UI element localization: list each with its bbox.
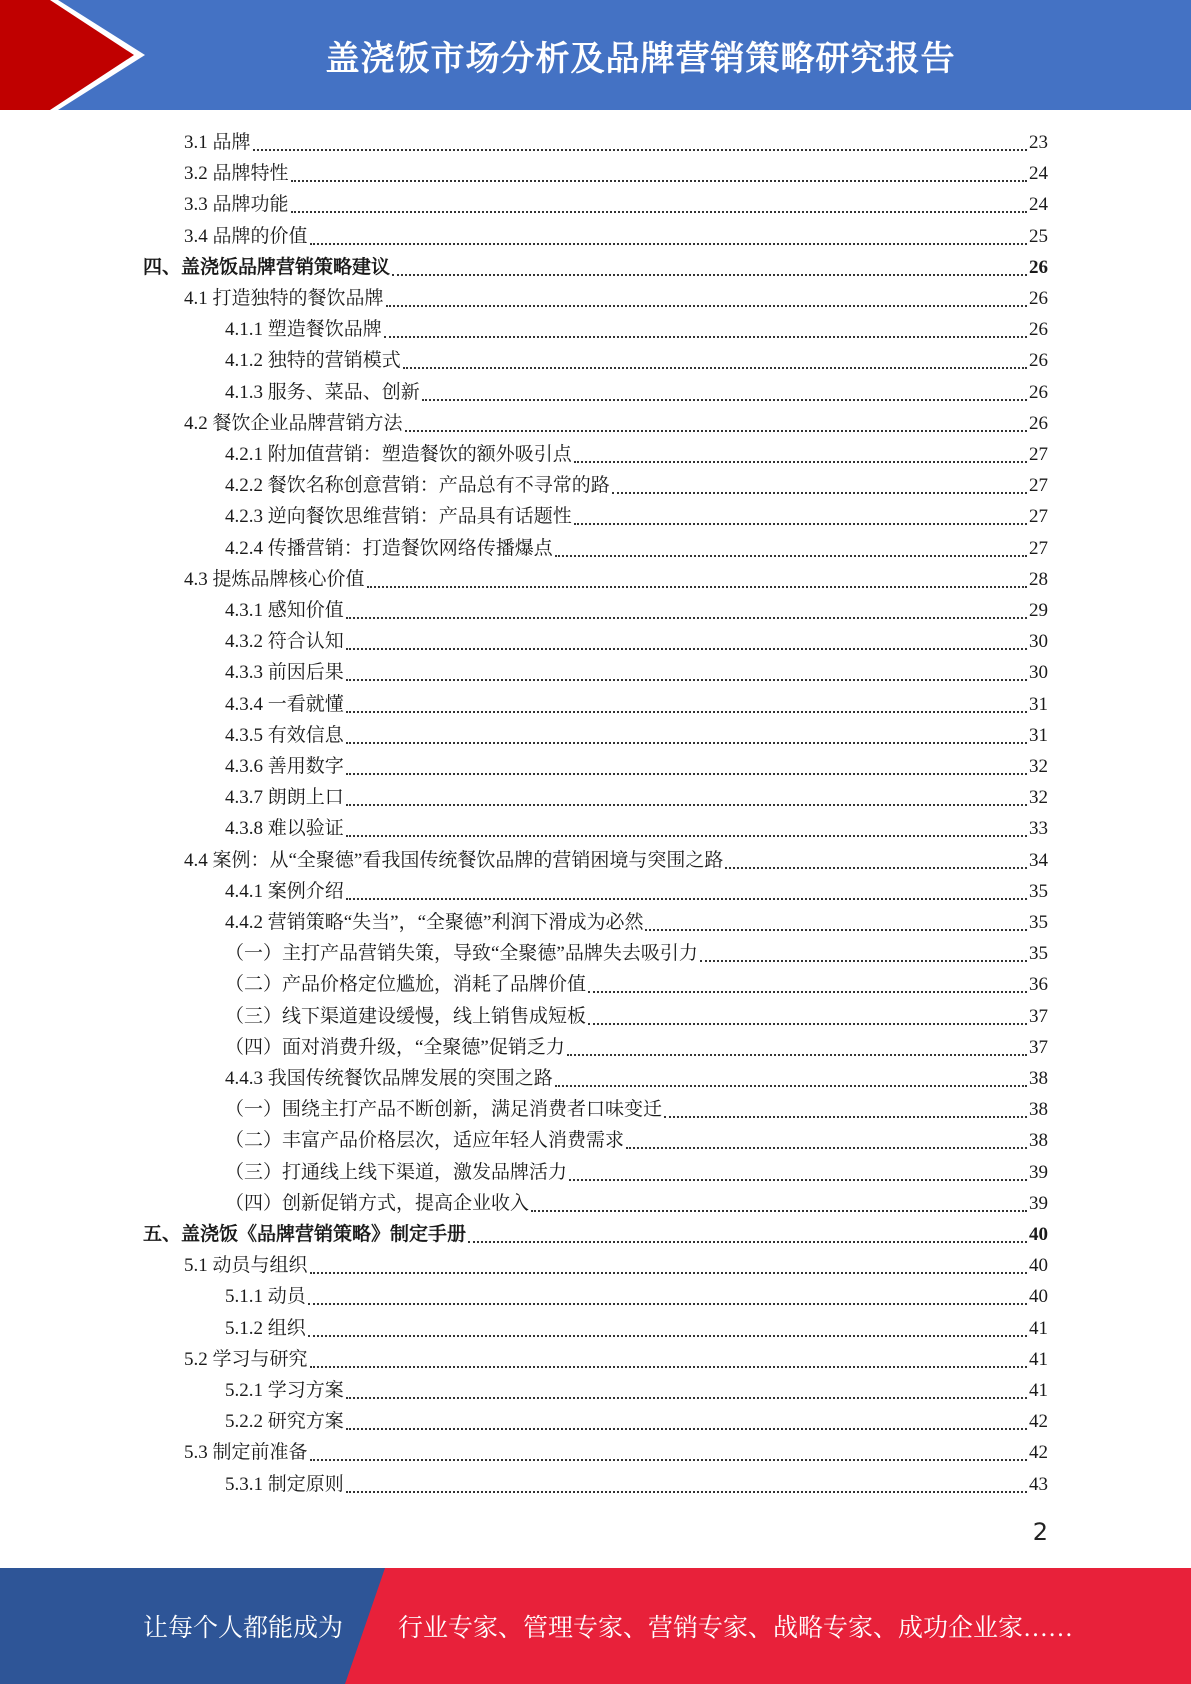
- toc-entry[interactable]: [225, 1188, 1048, 1219]
- toc-dot-leader: [574, 522, 1027, 525]
- toc-entry-title: 5.3 制定前准备: [184, 1442, 308, 1464]
- toc-entry[interactable]: [184, 127, 1048, 158]
- toc-entry-page: 27: [1029, 506, 1048, 528]
- toc-dot-leader: [569, 1178, 1027, 1181]
- toc-entry[interactable]: [184, 408, 1048, 439]
- toc-entry[interactable]: [225, 751, 1048, 782]
- toc-entry-page: 32: [1029, 787, 1048, 809]
- toc-entry-page: 42: [1029, 1411, 1048, 1433]
- page-number: 2: [1032, 1518, 1048, 1546]
- toc-entry[interactable]: [184, 283, 1048, 314]
- toc-entry[interactable]: [225, 533, 1048, 564]
- toc-entry-title: 3.1 品牌: [184, 132, 251, 153]
- toc-entry-title: 4.2.4 传播营销：打造餐饮网络传播爆点: [225, 537, 553, 559]
- toc-dot-leader: [346, 1490, 1027, 1493]
- toc-entry[interactable]: [225, 782, 1048, 813]
- toc-entry-page: 31: [1029, 724, 1048, 746]
- toc-dot-leader: [405, 429, 1027, 432]
- toc-entry-title: 5.2 学习与研究: [184, 1348, 308, 1370]
- toc-entry[interactable]: [225, 470, 1048, 501]
- toc-entry-title: 4.1.2 独特的营销模式: [225, 350, 401, 372]
- toc-entry-title: （三）线下渠道建设缓慢，线上销售成短板: [225, 1005, 587, 1027]
- toc-entry-page: 35: [1029, 880, 1048, 902]
- toc-dot-leader: [626, 1146, 1027, 1149]
- toc-entry-title: 4.4.2 营销策略“失当”，“全聚德”利润下滑成为必然: [225, 912, 644, 933]
- toc-entry[interactable]: [225, 1157, 1048, 1188]
- toc-entry-page: 27: [1029, 475, 1048, 497]
- toc-dot-leader: [346, 1396, 1027, 1399]
- toc-entry-title: （二）丰富产品价格层次，适应年轻人消费需求: [225, 1130, 625, 1152]
- toc-entry-page: 37: [1029, 1036, 1048, 1058]
- toc-entry[interactable]: [225, 1281, 1048, 1312]
- toc-entry-page: 42: [1029, 1442, 1048, 1464]
- toc-entry-title: 4.4 案例：从“全聚德”看我国传统餐饮品牌的营销困境与突围之路: [184, 849, 724, 871]
- toc-entry-page: 26: [1029, 350, 1048, 372]
- toc-entry-title: 4.2 餐饮企业品牌营销方法: [184, 412, 403, 434]
- toc-entry[interactable]: [184, 1250, 1048, 1281]
- toc-entry[interactable]: [225, 938, 1048, 969]
- toc-entry-page: 40: [1029, 1255, 1048, 1277]
- header-red-arrow-shape: [0, 0, 150, 110]
- toc-dot-leader: [308, 1334, 1027, 1337]
- toc-entry[interactable]: [225, 1406, 1048, 1437]
- toc-entry-title: 5.1.2 组织: [225, 1317, 306, 1339]
- toc-entry-title: 4.3.4 一看就懂: [225, 693, 344, 715]
- toc-entry-page: 36: [1029, 974, 1048, 996]
- toc-entry-title: 5.2.1 学习方案: [225, 1380, 344, 1401]
- toc-entry[interactable]: [225, 1032, 1048, 1063]
- toc-entry-title: 4.2.1 附加值营销：塑造餐饮的额外吸引点: [225, 444, 572, 465]
- toc-entry-title: （二）产品价格定位尴尬，消耗了品牌价值: [225, 974, 587, 996]
- toc-entry-page: 25: [1029, 225, 1048, 247]
- toc-entry-page: 43: [1029, 1473, 1048, 1495]
- toc-entry[interactable]: [184, 1437, 1048, 1468]
- toc-entry[interactable]: [225, 969, 1048, 1000]
- toc-entry-page: 39: [1029, 1192, 1048, 1214]
- toc-dot-leader: [346, 834, 1027, 837]
- toc-entry-title: 3.3 品牌功能: [184, 194, 289, 216]
- footer-slogan-right: 行业专家、管理专家、营销专家、战略专家、成功企业家……: [398, 1615, 1074, 1642]
- toc-dot-leader: [612, 491, 1027, 494]
- toc-dot-leader: [567, 1053, 1027, 1056]
- toc-entry-title: 4.2.2 餐饮名称创意营销：产品总有不寻常的路: [225, 475, 610, 497]
- toc-dot-leader: [367, 585, 1027, 588]
- toc-entry[interactable]: [184, 158, 1048, 189]
- toc-entry-title: 4.1 打造独特的餐饮品牌: [184, 288, 384, 309]
- toc-entry-title: 4.3.2 符合认知: [225, 631, 344, 653]
- toc-entry[interactable]: [225, 1469, 1048, 1500]
- toc-entry-page: 38: [1029, 1099, 1048, 1121]
- toc-entry-title: （三）打通线上线下渠道，激发品牌活力: [225, 1161, 568, 1183]
- toc-entry[interactable]: [184, 564, 1048, 595]
- toc-entry-title: 四、盖浇饭品牌营销策略建议: [143, 256, 391, 278]
- toc-entry[interactable]: [225, 439, 1048, 470]
- toc-dot-leader: [253, 148, 1027, 151]
- toc-entry-page: 26: [1029, 412, 1048, 434]
- toc-entry-title: 5.1 动员与组织: [184, 1255, 308, 1277]
- toc-entry[interactable]: [225, 501, 1048, 532]
- toc-entry-title: 5.2.2 研究方案: [225, 1411, 344, 1433]
- toc-entry[interactable]: [225, 377, 1048, 408]
- toc-entry-title: 3.4 品牌的价值: [184, 225, 308, 247]
- toc-entry[interactable]: [184, 221, 1048, 252]
- toc-entry[interactable]: [225, 907, 1048, 938]
- toc-dot-leader: [422, 398, 1027, 401]
- toc-entry-title: 5.3.1 制定原则: [225, 1473, 344, 1495]
- toc-entry-title: （四）面对消费升级，“全聚德”促销乏力: [225, 1036, 565, 1058]
- toc-entry-title: 4.4.3 我国传统餐饮品牌发展的突围之路: [225, 1068, 553, 1089]
- toc-entry-title: 4.3.7 朗朗上口: [225, 787, 344, 809]
- toc-dot-leader: [346, 647, 1027, 650]
- toc-entry[interactable]: [225, 1063, 1048, 1094]
- toc-entry[interactable]: [184, 189, 1048, 220]
- toc-dot-leader: [645, 928, 1027, 931]
- toc-entry-title: 4.3 提炼品牌核心价值: [184, 568, 365, 590]
- toc-entry-page: 41: [1029, 1348, 1048, 1370]
- footer-slogan-left: 让每个人都能成为: [143, 1615, 344, 1642]
- toc-dot-leader: [468, 1240, 1027, 1243]
- toc-entry-page: 32: [1029, 756, 1048, 777]
- toc-entry-page: 26: [1029, 381, 1048, 403]
- toc-entry-title: 4.1.3 服务、菜品、创新: [225, 381, 420, 403]
- toc-dot-leader: [310, 1365, 1027, 1368]
- toc-dot-leader: [310, 1458, 1027, 1461]
- toc-entry-title: 五、盖浇饭《品牌营销策略》制定手册: [143, 1224, 467, 1245]
- toc-dot-leader: [384, 335, 1027, 338]
- toc-entry[interactable]: [225, 1125, 1048, 1156]
- toc-entry-page: 33: [1029, 818, 1048, 840]
- toc-entry[interactable]: [225, 876, 1048, 907]
- toc-entry[interactable]: [143, 252, 1048, 283]
- toc-dot-leader: [725, 866, 1027, 869]
- toc-entry[interactable]: [225, 720, 1048, 751]
- toc-entry[interactable]: [184, 845, 1048, 876]
- toc-entry-page: 29: [1029, 600, 1048, 621]
- toc-entry-page: 37: [1029, 1005, 1048, 1027]
- toc-dot-leader: [346, 710, 1027, 713]
- toc-entry[interactable]: [225, 1313, 1048, 1344]
- toc-dot-leader: [700, 959, 1027, 962]
- toc-dot-leader: [310, 242, 1027, 245]
- toc-dot-leader: [588, 990, 1027, 993]
- toc-dot-leader: [346, 772, 1027, 775]
- toc-dot-leader: [664, 1115, 1027, 1118]
- toc-dot-leader: [574, 460, 1027, 463]
- toc-entry-page: 24: [1029, 163, 1048, 185]
- toc-entry-title: （一）主打产品营销失策，导致“全聚德”品牌失去吸引力: [225, 943, 698, 965]
- toc-dot-leader: [346, 741, 1027, 744]
- toc-entry-page: 38: [1029, 1068, 1048, 1089]
- toc-entry-page: 27: [1029, 537, 1048, 559]
- toc-entry-title: 4.3.8 难以验证: [225, 818, 344, 840]
- toc-entry[interactable]: [225, 689, 1048, 720]
- toc-entry-title: 5.1.1 动员: [225, 1286, 306, 1308]
- toc-entry[interactable]: [225, 314, 1048, 345]
- toc-entry-title: （四）创新促销方式，提高企业收入: [225, 1192, 530, 1214]
- toc-entry-page: 40: [1029, 1224, 1048, 1245]
- toc-entry[interactable]: [225, 657, 1048, 688]
- toc-dot-leader: [588, 1022, 1027, 1025]
- toc-entry[interactable]: [184, 1344, 1048, 1375]
- toc-dot-leader: [310, 1271, 1027, 1274]
- toc-entry-page: 41: [1029, 1317, 1048, 1339]
- toc-dot-leader: [291, 179, 1027, 182]
- toc-dot-leader: [555, 1084, 1027, 1087]
- toc-entry[interactable]: [225, 345, 1048, 376]
- toc-entry-page: 40: [1029, 1286, 1048, 1308]
- toc-entry-title: 4.4.1 案例介绍: [225, 880, 344, 902]
- toc-entry-page: 26: [1029, 319, 1048, 341]
- toc-dot-leader: [555, 554, 1027, 557]
- toc-entry-page: 26: [1029, 256, 1048, 278]
- toc-entry-title: 4.3.3 前因后果: [225, 662, 344, 684]
- toc-dot-leader: [346, 616, 1027, 619]
- toc-entry-page: 26: [1029, 288, 1048, 309]
- toc-entry[interactable]: [225, 1001, 1048, 1032]
- toc-dot-leader: [291, 210, 1027, 213]
- toc-entry-page: 34: [1029, 849, 1048, 871]
- toc-entry[interactable]: [225, 626, 1048, 657]
- toc-entry-title: 4.3.1 感知价值: [225, 600, 344, 621]
- toc-entry-page: 35: [1029, 943, 1048, 965]
- footer-band: [0, 1568, 1191, 1684]
- toc-entry-page: 31: [1029, 693, 1048, 715]
- toc-entry-title: （一）围绕主打产品不断创新，满足消费者口味变迁: [225, 1099, 663, 1121]
- toc-dot-leader: [346, 803, 1027, 806]
- toc-dot-leader: [403, 366, 1027, 369]
- toc-entry-page: 41: [1029, 1380, 1048, 1401]
- document-title: 盖浇饭市场分析及品牌营销策略研究报告: [325, 38, 956, 79]
- toc-dot-leader: [531, 1209, 1027, 1212]
- header-band: [0, 0, 1191, 110]
- toc-entry-page: 30: [1029, 662, 1048, 684]
- toc-entry-title: 3.2 品牌特性: [184, 163, 289, 185]
- toc-dot-leader: [386, 304, 1027, 307]
- toc-entry-page: 38: [1029, 1130, 1048, 1152]
- toc-entry-title: 4.3.5 有效信息: [225, 724, 344, 746]
- toc-entry[interactable]: [225, 1375, 1048, 1406]
- toc-entry-page: 35: [1029, 912, 1048, 933]
- toc-entry-page: 27: [1029, 444, 1048, 465]
- toc-entry[interactable]: [225, 813, 1048, 844]
- toc-entry[interactable]: [225, 595, 1048, 626]
- toc-entry-page: 23: [1029, 132, 1048, 153]
- toc-dot-leader: [392, 273, 1027, 276]
- toc-dot-leader: [346, 678, 1027, 681]
- toc-entry-title: 4.2.3 逆向餐饮思维营销：产品具有话题性: [225, 506, 572, 528]
- toc-entry-page: 30: [1029, 631, 1048, 653]
- toc-dot-leader: [346, 897, 1027, 900]
- toc-dot-leader: [308, 1302, 1027, 1305]
- toc-entry[interactable]: [143, 1219, 1048, 1250]
- toc-entry-title: 4.1.1 塑造餐饮品牌: [225, 319, 382, 341]
- toc-dot-leader: [346, 1427, 1027, 1430]
- toc-entry-title: 4.3.6 善用数字: [225, 756, 344, 777]
- toc-entry-page: 39: [1029, 1161, 1048, 1183]
- toc-entry[interactable]: [225, 1094, 1048, 1125]
- toc-entry-page: 28: [1029, 568, 1048, 590]
- toc-entry-page: 24: [1029, 194, 1048, 216]
